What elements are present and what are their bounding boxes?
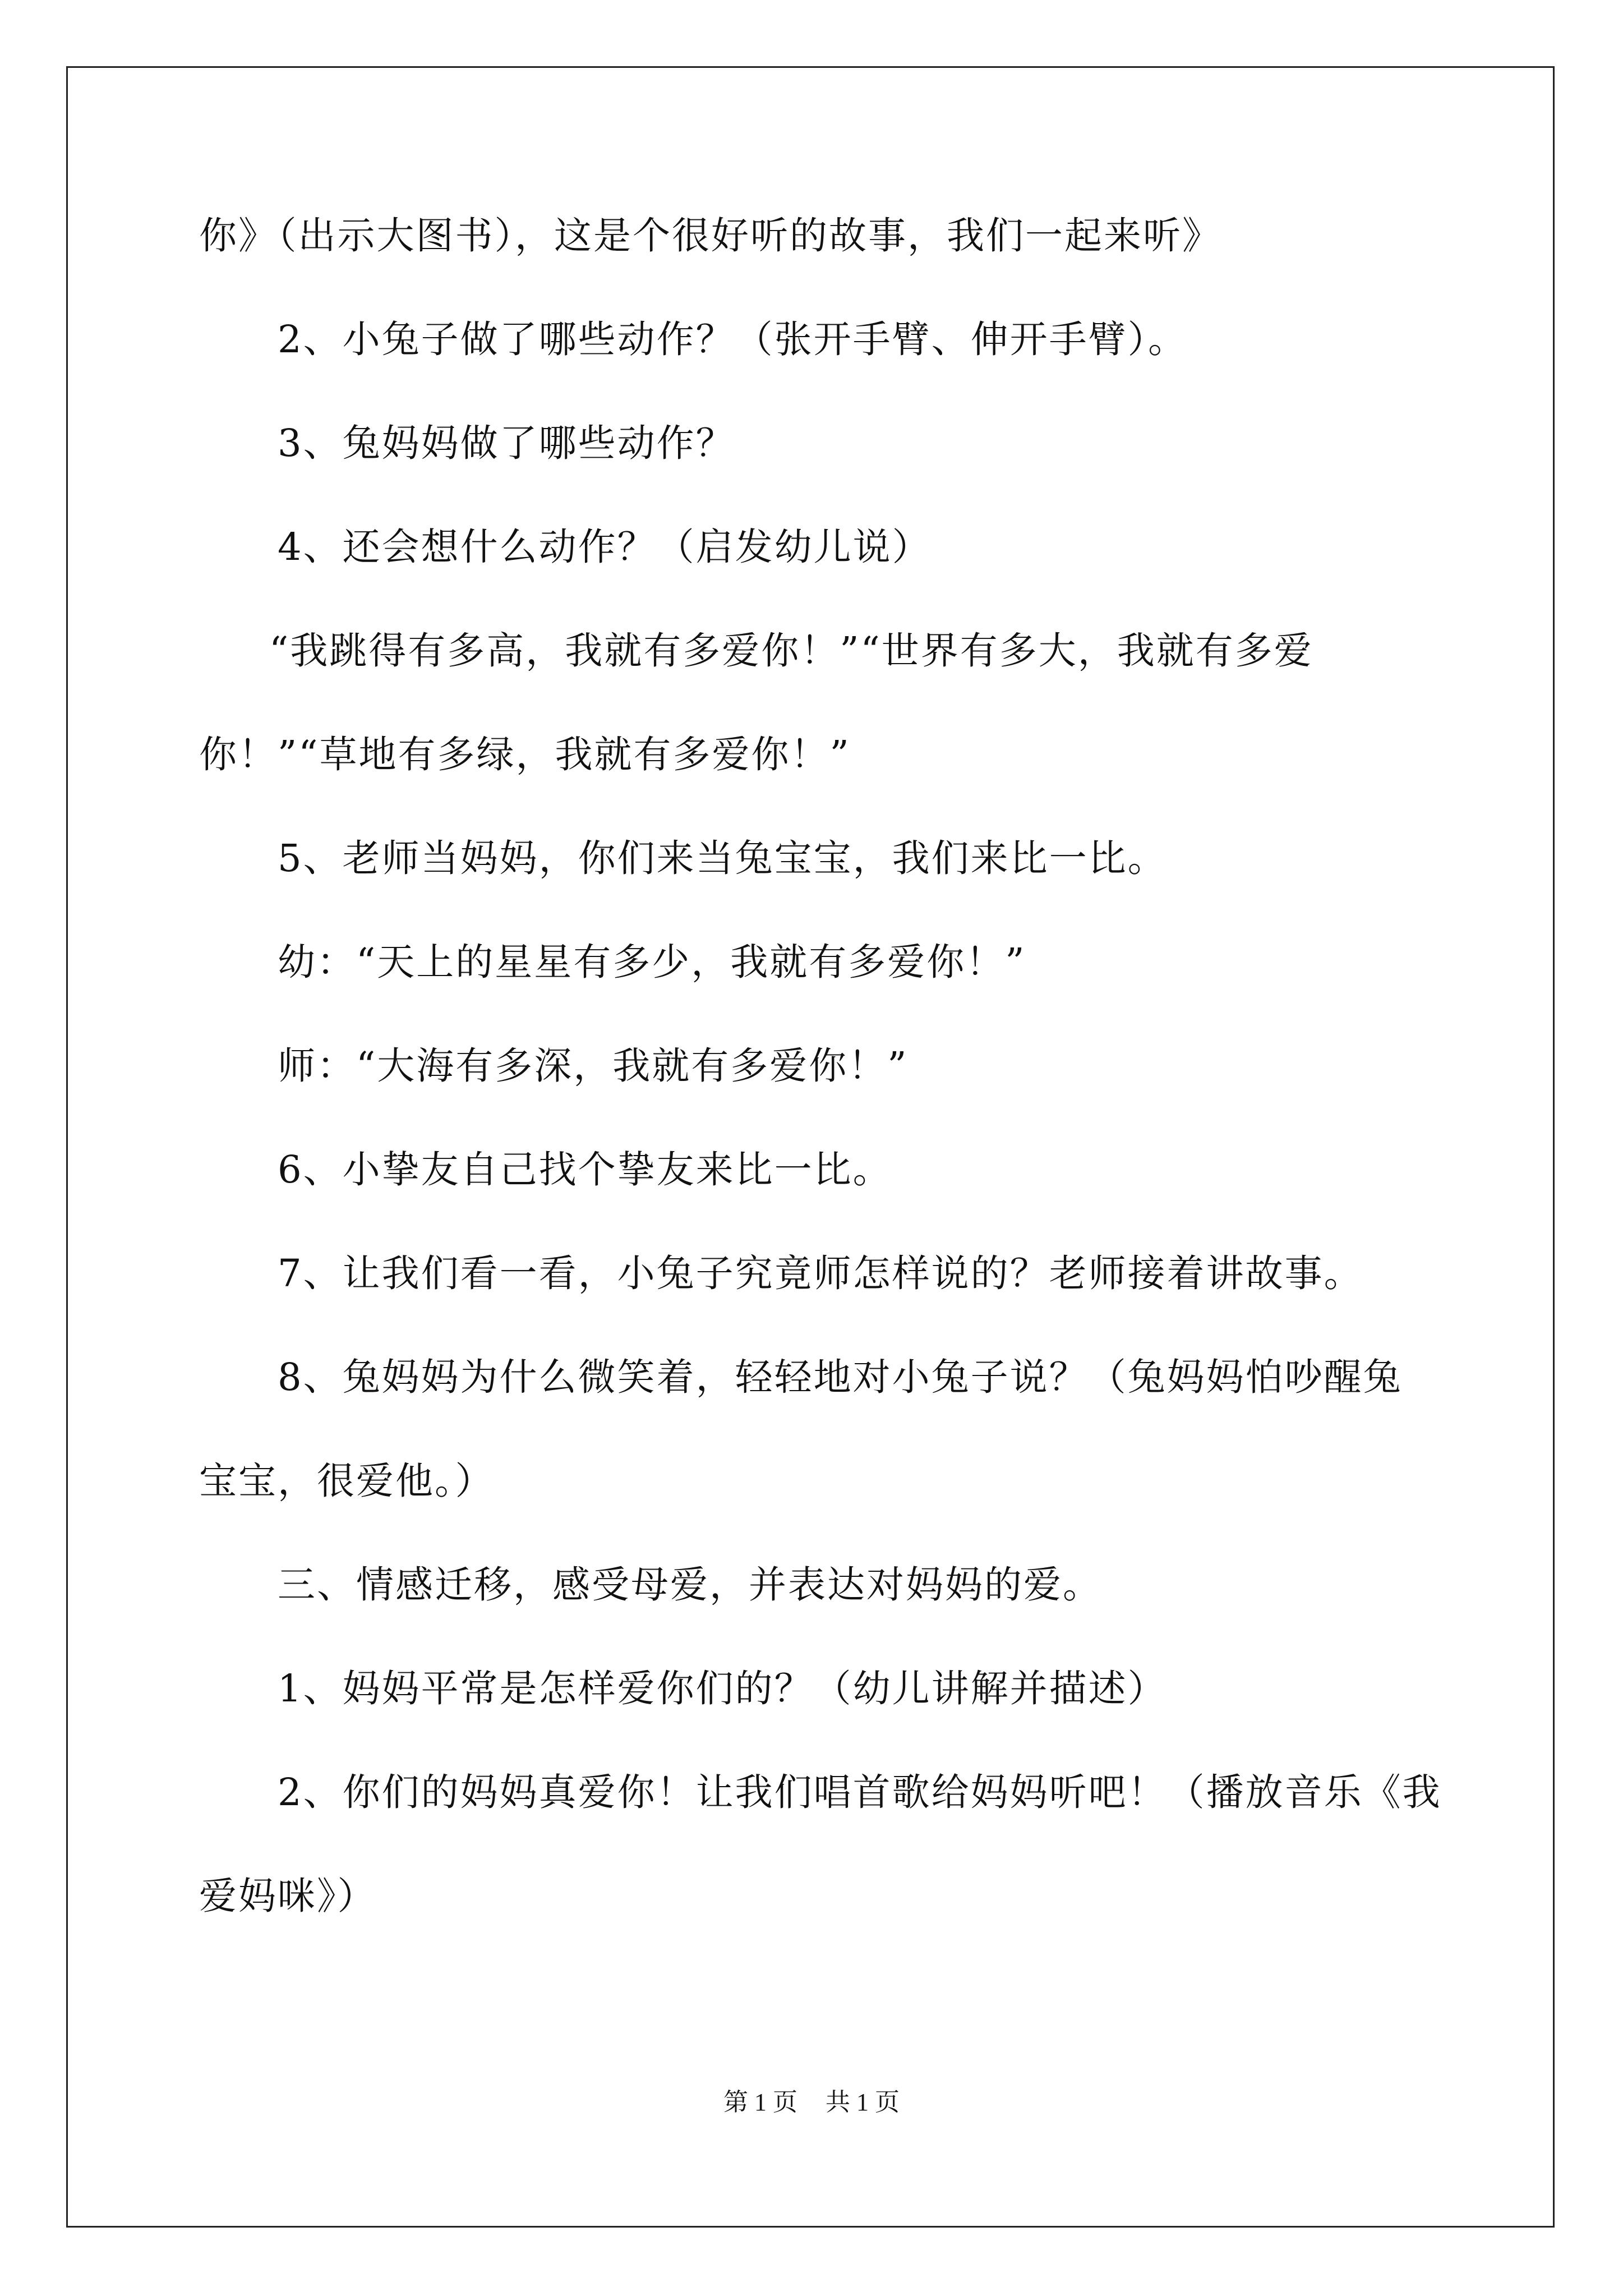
text-line: “我跳得有多高，我就有多爱你！”“世界有多大，我就有多爱 — [269, 629, 1313, 673]
text-line: 2、小兔子做了哪些动作？（张开手臂、伸开手臂）。 — [278, 318, 1188, 361]
text-line: 宝宝，很爱他。） — [199, 1459, 495, 1503]
text-line: 你》（出示大图书），这是个很好听的故事，我们一起来听》 — [199, 214, 1221, 257]
text-line: 爱妈咪》） — [199, 1874, 377, 1918]
text-line: 幼：“天上的星星有多少，我就有多爱你！” — [278, 940, 1026, 984]
section-heading: 三、情感迁移，感受母爱，并表达对妈妈的爱。 — [278, 1563, 1102, 1607]
text-line: 7、让我们看一看，小兔子究竟师怎样说的？老师接着讲故事。 — [278, 1251, 1363, 1295]
text-line: 4、还会想什么动作？（启发幼儿说） — [278, 525, 932, 569]
page-total: 共 1 页 — [826, 2088, 900, 2116]
page-number: 第 1 页 — [723, 2088, 797, 2116]
text-line: 1、妈妈平常是怎样爱你们的？（幼儿讲解并描述） — [278, 1667, 1167, 1710]
text-line: 5、老师当妈妈，你们来当兔宝宝，我们来比一比。 — [278, 836, 1167, 880]
text-line: 你！”“草地有多绿，我就有多爱你！” — [199, 733, 851, 776]
page-footer — [0, 2087, 1623, 2118]
text-line: 3、兔妈妈做了哪些动作？ — [278, 421, 735, 465]
text-line: 2、你们的妈妈真爱你！让我们唱首歌给妈妈听吧！（播放音乐《我 — [278, 1770, 1442, 1814]
text-line: 师：“大海有多深，我就有多爱你！” — [278, 1044, 909, 1088]
text-line: 6、小挚友自己找个挚友来比一比。 — [278, 1148, 892, 1191]
text-line: 8、兔妈妈为什么微笑着，轻轻地对小兔子说？（兔妈妈怕吵醒兔 — [278, 1355, 1403, 1399]
